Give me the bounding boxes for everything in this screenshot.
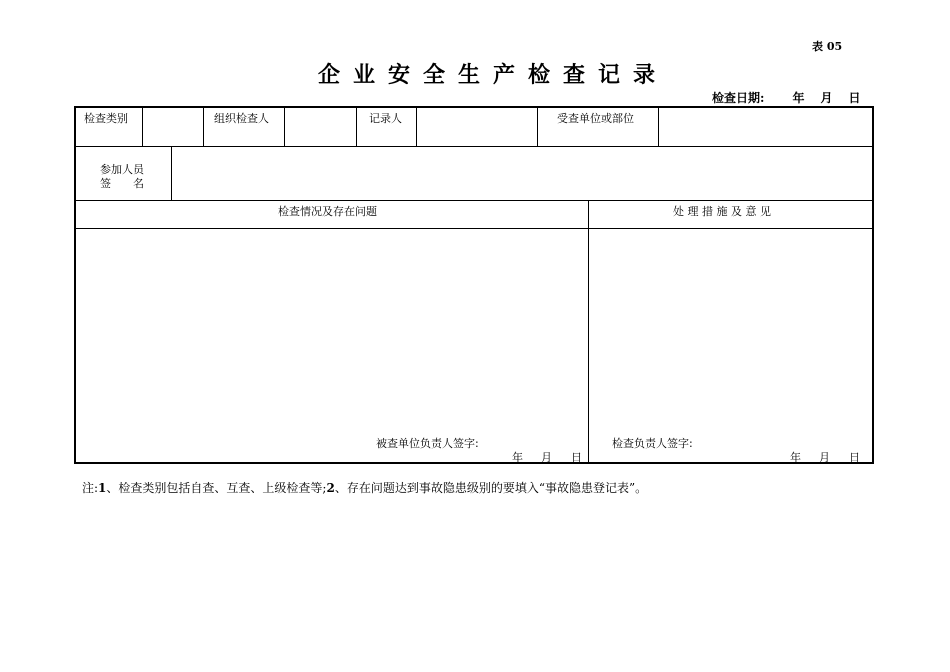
left-sig-month: 月 xyxy=(541,451,552,464)
row1-divider xyxy=(74,146,874,147)
participants-divider xyxy=(171,146,172,200)
table-border-bottom xyxy=(74,462,874,464)
note-prefix: 注: xyxy=(82,481,99,495)
note-text-1: 、检查类别包括自查、互查、上级检查等; xyxy=(106,481,327,495)
issues-measures-divider xyxy=(588,200,589,463)
row1-col-divider xyxy=(416,106,417,146)
inspected-unit-label: 受查单位或部位 xyxy=(557,112,634,125)
footnote xyxy=(82,479,647,496)
signature-label: 签 名 xyxy=(100,177,144,190)
row3-divider xyxy=(74,228,874,229)
date-month: 月 xyxy=(820,91,833,105)
row1-col-divider xyxy=(203,106,204,146)
page-title: 企业安全生产检查记录 xyxy=(318,62,669,88)
date-year: 年 xyxy=(792,91,805,105)
row2-divider xyxy=(74,200,874,201)
note-number-1: 1 xyxy=(98,481,107,495)
inspection-lead-signature-label: 检查负责人签字: xyxy=(612,437,693,450)
participants-label: 参加人员 xyxy=(100,163,144,176)
right-sig-month: 月 xyxy=(819,451,830,464)
date-label: 检查日期: xyxy=(712,91,765,105)
note-text-2: 、存在问题达到事故隐患级别的要填入“事故隐患登记表”。 xyxy=(334,481,648,495)
row1-col-divider xyxy=(537,106,538,146)
table-border-top xyxy=(74,106,874,108)
left-sig-day: 日 xyxy=(571,451,582,464)
right-sig-day: 日 xyxy=(849,451,860,464)
row1-col-divider xyxy=(142,106,143,146)
row1-col-divider xyxy=(658,106,659,146)
check-type-label: 检查类别 xyxy=(84,112,128,125)
row1-col-divider xyxy=(284,106,285,146)
note-number-2: 2 xyxy=(326,481,335,495)
measures-header: 处 理 措 施 及 意 见 xyxy=(673,205,771,218)
issues-header: 检查情况及存在问题 xyxy=(278,205,377,218)
right-sig-year: 年 xyxy=(790,451,801,464)
form-number: 表 05 xyxy=(812,40,843,53)
inspected-unit-signature-label: 被查单位负责人签字: xyxy=(376,437,479,450)
row1-col-divider xyxy=(356,106,357,146)
table-border-right xyxy=(872,106,874,464)
inspection-date-line xyxy=(712,89,860,106)
recorder-label: 记录人 xyxy=(369,112,402,125)
left-sig-year: 年 xyxy=(512,451,523,464)
organizer-label: 组织检查人 xyxy=(214,112,269,125)
date-day: 日 xyxy=(848,91,861,105)
table-border-left xyxy=(74,106,76,464)
